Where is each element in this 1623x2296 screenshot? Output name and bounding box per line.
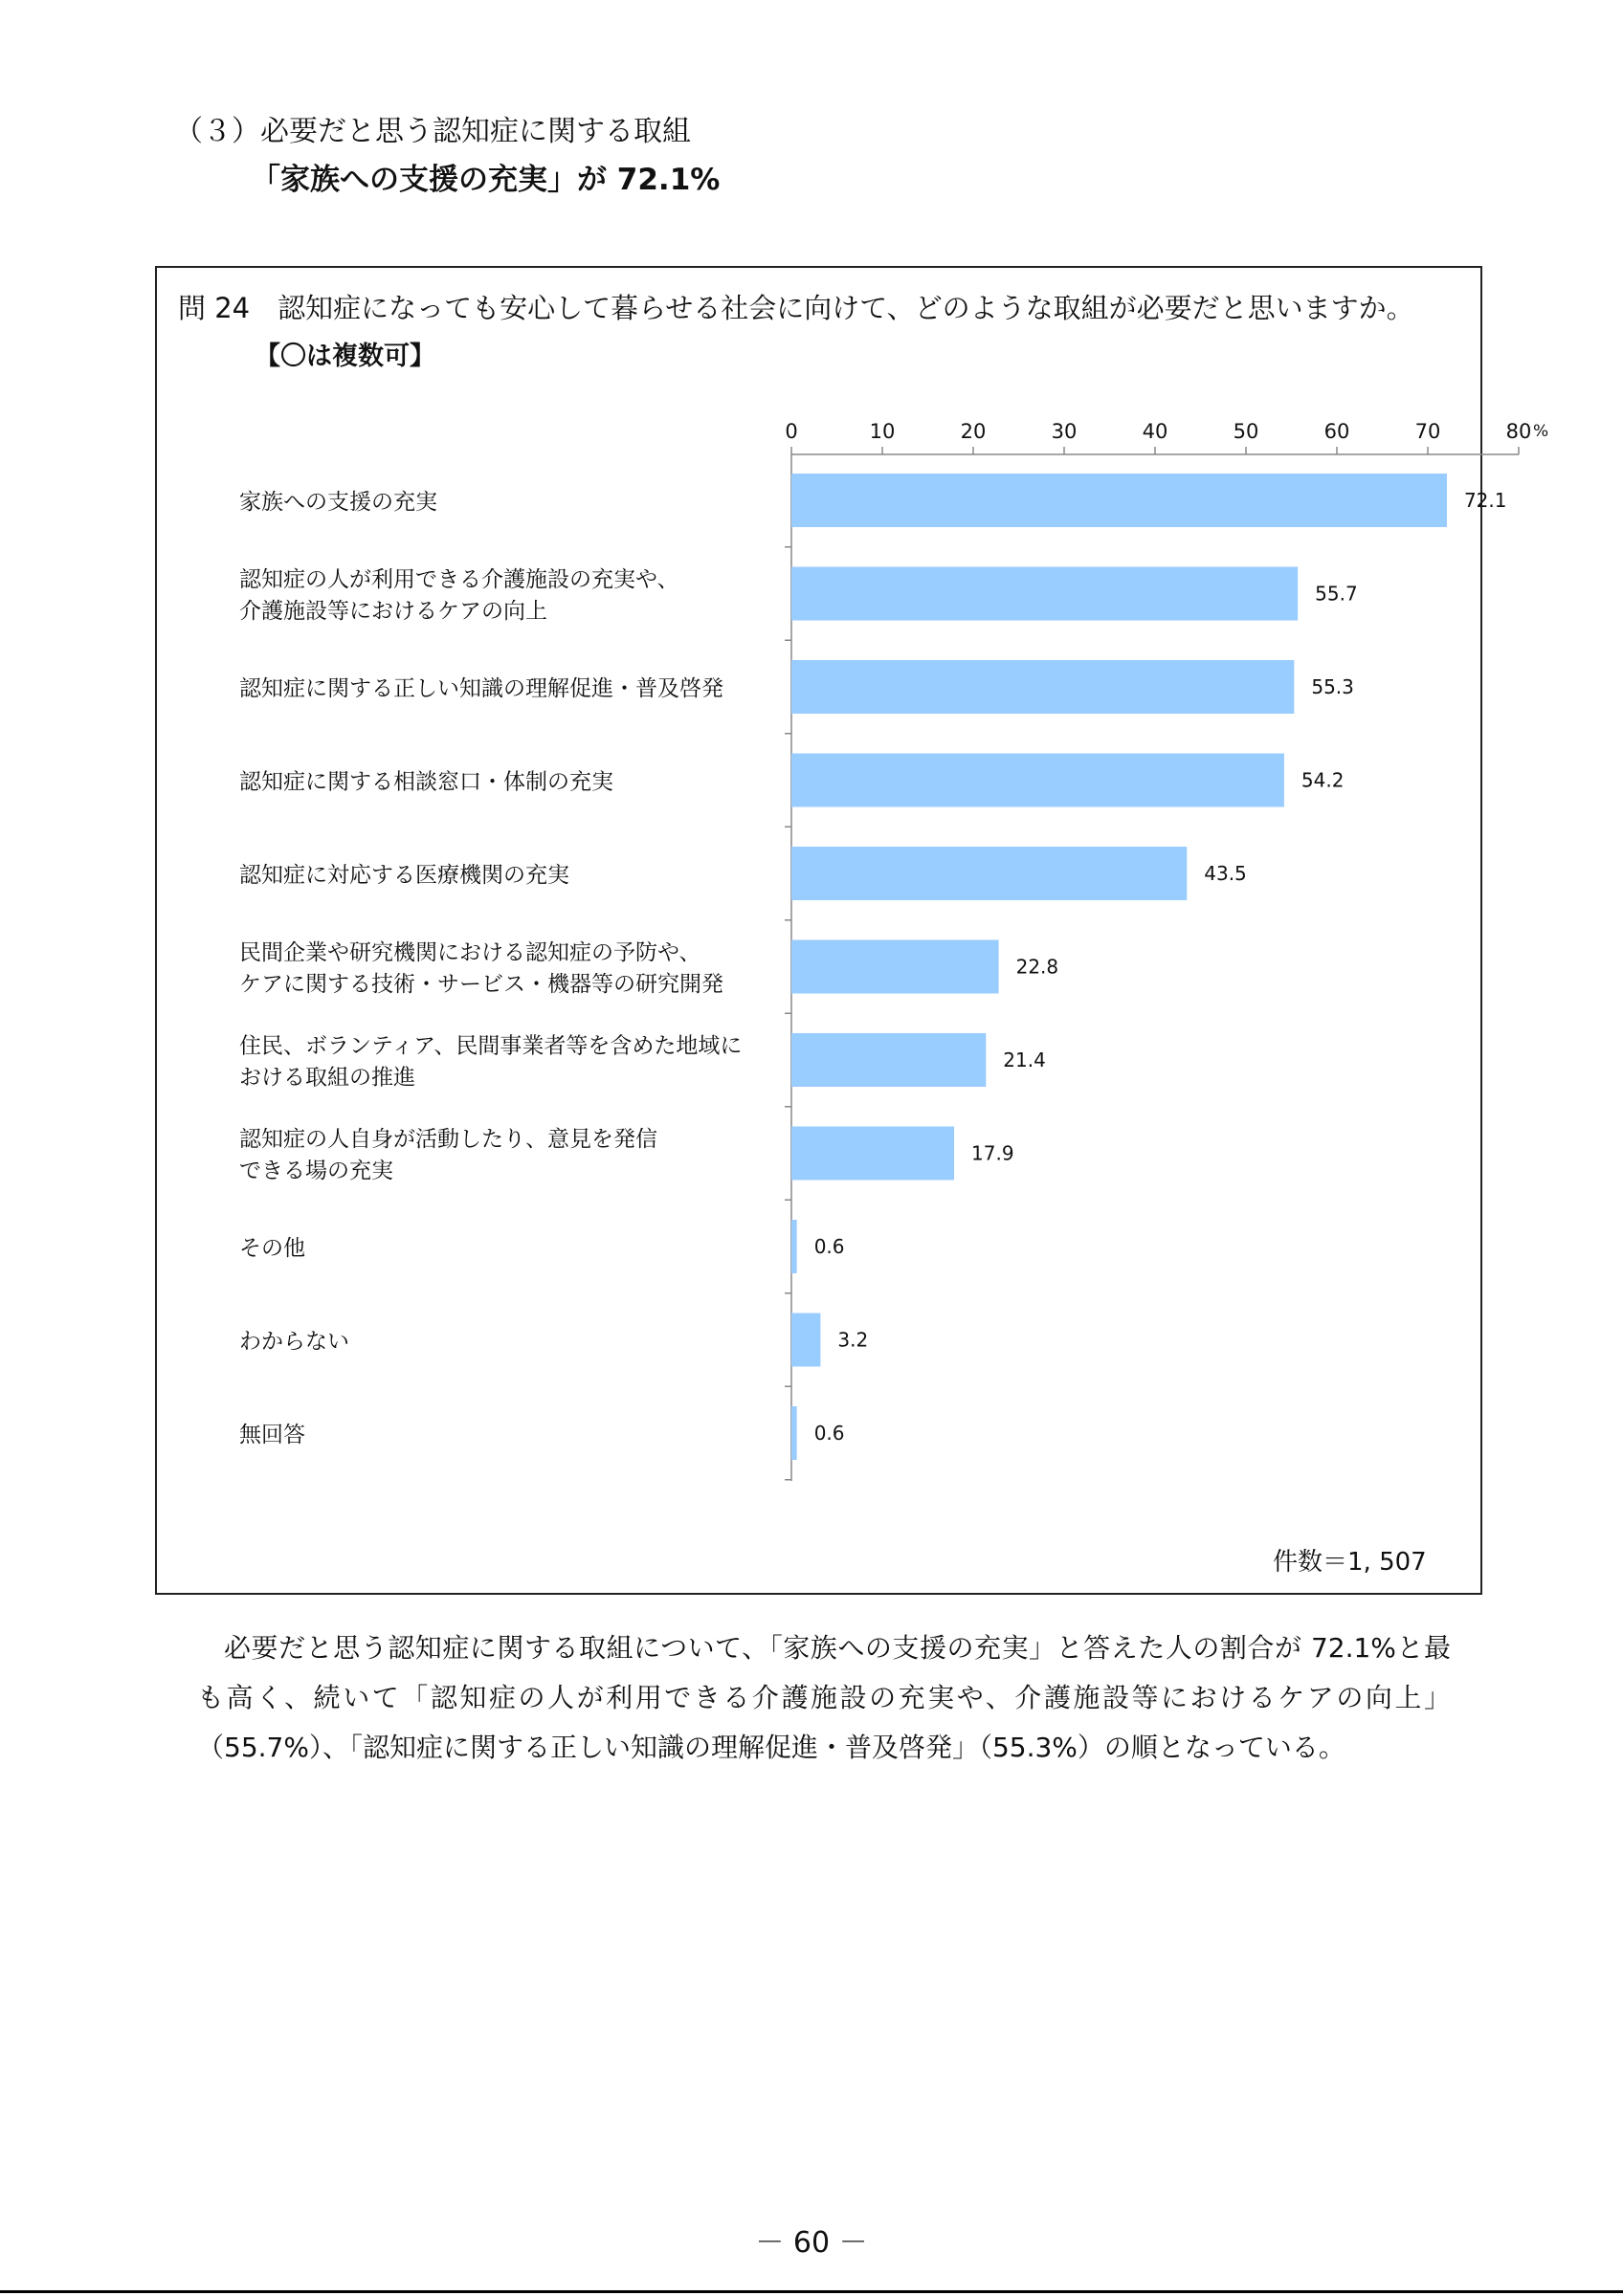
question-text: 問 24 認知症になっても安心して暮らせる社会に向けて、どのような取組が必要だと思いますか。 [178,292,1414,324]
x-tick-label: 40 [1142,420,1168,443]
bar [791,1033,986,1087]
bar-value-label: 72.1 [1463,489,1507,512]
category-label: できる場の充実 [239,1159,393,1183]
category-label: 無回答 [239,1423,305,1447]
x-tick-label: 30 [1051,420,1078,443]
category-label: 住民、ボランティア、民間事業者等を含めた地域に [239,1033,743,1059]
bar [791,847,1187,900]
x-tick-label: 10 [869,420,896,443]
category-label: わからない [239,1329,349,1355]
question-note: 【〇は複数可】 [255,342,435,371]
bar [791,660,1294,714]
x-tick-label: 70 [1414,420,1441,443]
category-label: ケアに関する技術・サービス・機器等の研究開発 [239,972,723,997]
bottom-rule [0,2290,1623,2293]
bar [791,567,1298,621]
category-label: 認知症の人が利用できる介護施設の充実や、 [239,567,679,592]
category-label: 認知症の人自身が活動したり、意見を発信 [239,1127,657,1152]
bar [791,940,999,994]
x-tick-label: 0 [785,420,798,443]
bar-value-label: 21.4 [1003,1049,1046,1071]
bar-value-label: 0.6 [813,1422,845,1445]
sample-size: 件数＝1, 507 [1273,1548,1427,1577]
page-number: － 60 － [755,2226,868,2260]
x-tick-label: 60 [1323,420,1350,443]
category-label: その他 [239,1236,305,1261]
bar-value-label: 43.5 [1204,862,1247,885]
summary-paragraph: 必要だと思う認知症に関する取組について、「家族への支援の充実」と答えた人の割合が 72.1%と最も高く、続いて「認知症の人が利用できる介護施設の充実や、介護施設等におけるケアの向上」（55.7%）、「認知症に関する正しい知識の理解促進・普及啓発」（55.3%）の順となっている。 [197,1632,1451,1763]
category-label: 認知症に関する正しい知識の理解促進・普及啓発 [239,676,723,701]
section-heading: （３）必要だと思う認知症に関する取組 [174,115,691,148]
bar-value-label: 54.2 [1301,768,1345,792]
bar-value-label: 3.2 [837,1328,869,1352]
category-label: 認知症に関する相談窓口・体制の充実 [239,769,613,795]
category-label: 民間企業や研究機関における認知症の予防や、 [239,940,701,965]
category-label: 家族への支援の充実 [239,490,437,515]
bar [791,754,1284,807]
category-label: おける取組の推進 [239,1065,415,1091]
bar-value-label: 55.3 [1311,675,1354,698]
bar-value-label: 55.7 [1315,582,1358,606]
bar [791,1406,797,1460]
bar [791,1220,797,1273]
section-subheading: 「家族への支援の充実」が 72.1% [251,163,721,197]
category-label: 介護施設等におけるケアの向上 [239,599,547,624]
bar [791,1127,954,1181]
bar [791,1314,820,1367]
category-label: 認知症に対応する医療機関の充実 [239,863,569,888]
bar [791,474,1447,527]
bar-value-label: 22.8 [1015,955,1059,979]
x-tick-label: 80 [1505,420,1532,443]
x-tick-label: 20 [960,420,987,443]
x-tick-label: 50 [1233,420,1259,443]
bar-value-label: 17.9 [971,1141,1014,1165]
bar-value-label: 0.6 [813,1235,845,1258]
x-unit-label: % [1533,422,1549,441]
